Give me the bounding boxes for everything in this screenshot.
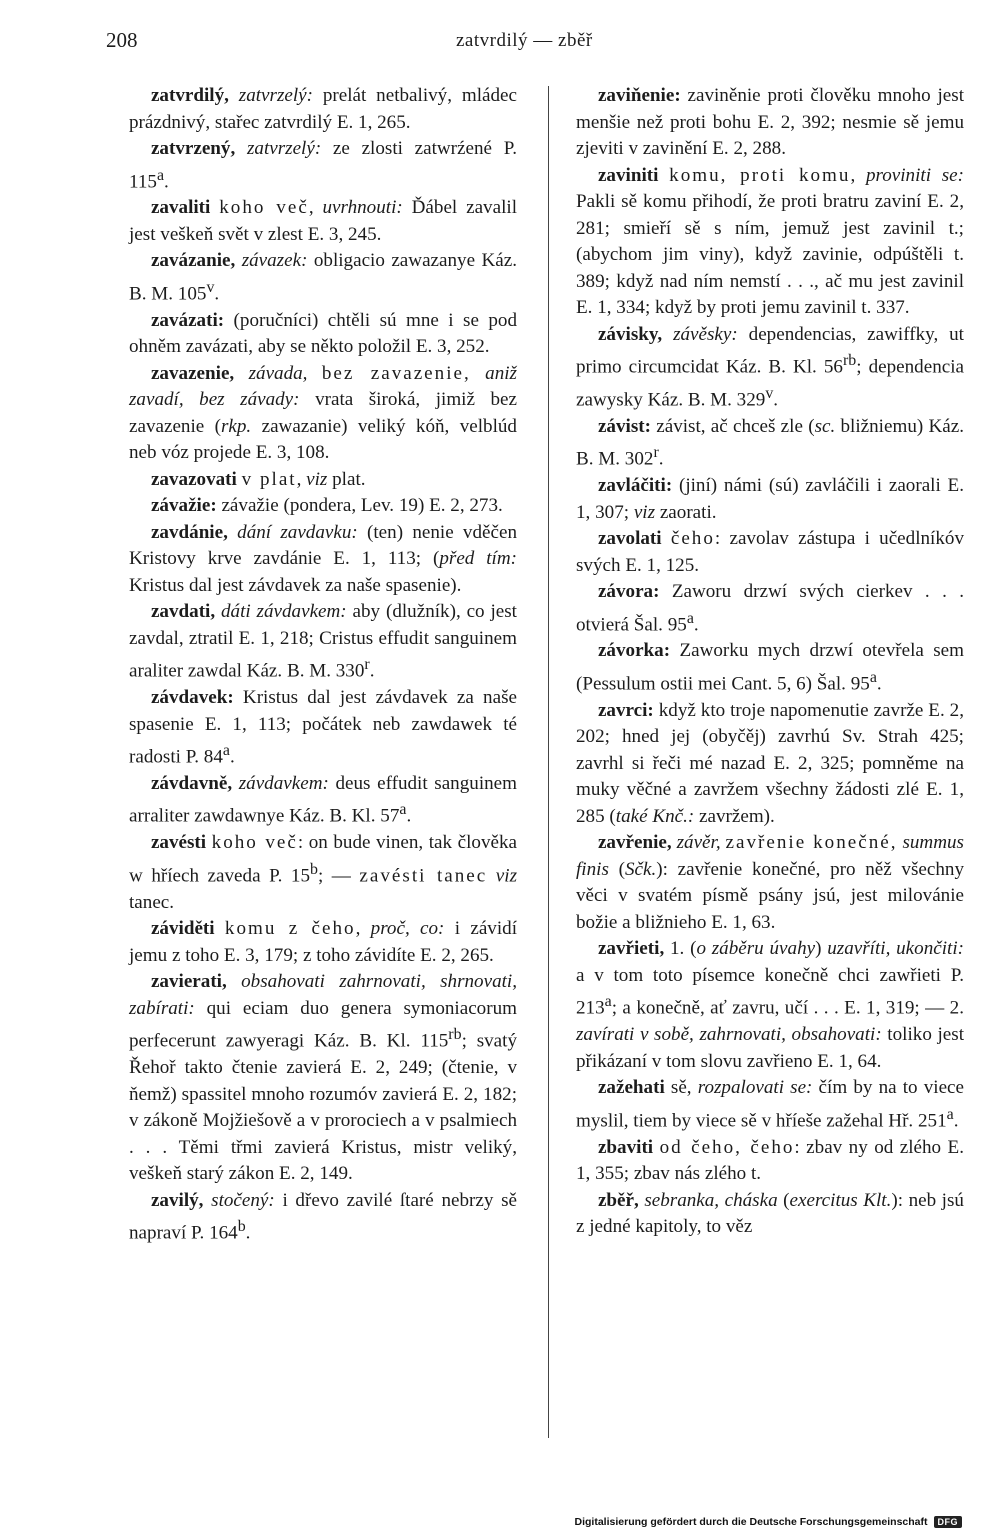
dictionary-entry: zažehati sě, rozpalovati se: čím by na to viece myslil, tiem by viece sě v hříeše zažehal Hř. 251$^a$. bbox=[576, 1077, 964, 1132]
dictionary-entry: zavazenie, závada, bez zavazenie, aniž zavadí, bez závady: vrata široká, jimiž bez zavazenie (rkp. zawazanie) veliký kóň, velblúd neb vóz projede E. 3, 108. bbox=[129, 362, 517, 464]
digitization-credit bbox=[575, 1516, 962, 1528]
dictionary-entry: zavázanie, závazek: obligacio zawazanye Káz. B. M. 105$^v$. bbox=[129, 250, 517, 305]
dictionary-entry: závdavně, závdavkem: deus effudit sanguinem arraliter zawdawnye Káz. B. Kl. 57$^a$. bbox=[129, 772, 517, 827]
dictionary-entry: zavilý, stočený: i dřevo zavilé ſtaré nebrzy sě napraví P. 164$^b$. bbox=[129, 1189, 517, 1244]
dictionary-entry: zavláčiti: (jiní) námi (sú) zavláčili i zaorali E. 1, 307; viz zaorati. bbox=[576, 475, 964, 523]
running-head: zatvrdilý — zběř bbox=[456, 30, 593, 51]
dictionary-entry: závist: závist, ač chceš zle (sc. bližniemu) Káz. B. M. 302$^r$. bbox=[576, 415, 964, 470]
column-divider bbox=[548, 86, 549, 1438]
dictionary-entry: zatvrdilý, zatvrzelý: prelát netbalivý, mládec prázdnivý, stařec zatvrdilý E. 1, 265. bbox=[129, 85, 517, 133]
right-column bbox=[576, 83, 964, 1241]
dictionary-entry: zavdati, dáti závdavkem: aby (dlužník), co jest zavdal, ztratil E. 1, 218; Cristus effudit sanguinem araliter zawdal Káz. B. M. 330$^r$. bbox=[129, 601, 517, 682]
page-number: 208 bbox=[106, 28, 138, 52]
dictionary-entry: zaviňenie: zaviněnie proti člověku mnoho jest menšie než proti bohu E. 2, 392; nesmie sě jemu zjeviti v zavinění E. 2, 288. bbox=[576, 85, 964, 159]
dictionary-entry: zbaviti od čeho, čeho: zbav ny od zlého E. 1, 355; zbav nás zlého t. bbox=[576, 1136, 964, 1185]
dictionary-entry: závorka: Zaworku mych drzwí otevřela sem (Pessulum ostii mei Cant. 5, 6) Šal. 95$^a$. bbox=[576, 640, 964, 695]
dictionary-entry: zavřieti, 1. (o záběru úvahy) uzavříti, ukončiti: a v tom toto písemce konečně chci zawřieti P. 213$^a$; a konečně, ať zavru, učí . . . E. 1, 319; — 2. zavírati v sobě, zahrnovati, obsahovati: toliko jest přikázaní v tom slovu zavřieno E. 1, 64. bbox=[576, 938, 964, 1072]
credit-text: Digitalisierung gefördert durch die Deutsche Forschungsgemeinschaft bbox=[574, 1516, 928, 1528]
dictionary-entry: zběř, sebranka, cháska (exercitus Klt.): neb jsú z jedné kapitoly, to věz bbox=[576, 1189, 964, 1238]
dfg-logo: DFG bbox=[934, 1516, 963, 1528]
dictionary-entry: zaviniti komu, proti komu, proviniti se: Pakli sě komu přihodí, že proti bratru zaviní E. 2, 281; smieří sě s ním, jemuž jest zavinil t.; (abychom jim viny), když zavinie, odpúštěli t. 389; když nad ním nemstí . . ., ač mu jest zavinil E. 1, 334; když by proti jemu zavinil t. 337. bbox=[576, 164, 965, 318]
left-column bbox=[129, 83, 517, 1247]
dictionary-entry: zavaliti koho več, uvrhnouti: Ďábel zavalil jest veškeň svět v zlest E. 3, 245. bbox=[129, 197, 517, 245]
dictionary-entry: zavřenie, závěr, zavřenie konečné, summus finis (Sčk.): zavřenie konečné, pro něž všechny věci v svatém písmě psány jsú, jest milovánie božie a bližnieho E. 1, 63. bbox=[576, 832, 964, 933]
dictionary-entry: zatvrzený, zatvrzelý: ze zlosti zatwrźené P. 115$^a$. bbox=[129, 138, 517, 192]
dictionary-entry: zavázati: (poručníci) chtěli sú mne i se pod ohněm zavázati, aby se někto položil E. 3, 252. bbox=[129, 309, 517, 358]
dictionary-entry: záviděti komu z čeho, proč, co: i závidí jemu z toho E. 3, 179; z toho závidíte E. 2, 265. bbox=[129, 918, 518, 966]
dictionary-entry: závažie: závažie (pondera, Lev. 19) E. 2, 273. bbox=[150, 495, 503, 517]
dictionary-entry: zavolati čeho: zavolav zástupa i učedlníkóv svých E. 1, 125. bbox=[576, 528, 964, 576]
dictionary-entry: zavierati, obsahovati zahrnovati, shrnovati, zabírati: qui eciam duo genera symoniacorum perfecerunt zawyeragi Káz. B. Kl. $115^{rb}$; svatý Řehoř takto čtenie zavierá E. 2, 249; (čtenie, v ňemž) spassitel mnoho rozumóv zavierá E. 2, 182; v zákoně Mojžiešově a v prorociech a v psalmiech . . . Těmi třmi zavierá Kristus, mistr veliký, veškeň starý zákon E. 2, 149. bbox=[129, 971, 517, 1185]
dictionary-entry: zavésti koho več: on bude vinen, tak člověka w hříech zaveda P. 15$^b$; — zavésti tanec viz tanec. bbox=[129, 832, 518, 913]
dictionary-entry: závisky, závěsky: dependencias, zawiffky, ut primo circumcidat Káz. B. Kl. $56^{rb}$; dependencia zawysky Káz. B. M. 329$^v$. bbox=[576, 323, 965, 411]
dictionary-entry: závora: Zaworu drzwí svých cierkev . . . otvierá Šal. 95$^a$. bbox=[576, 581, 964, 635]
dictionary-entry: zavdánie, dání zavdavku: (ten) nenie vděčen Kristovy krve zavdánie E. 1, 113; (před tím: Kristus dal jest závdavek za naše spasenie). bbox=[129, 521, 517, 596]
dictionary-entry: zavrci: když kto troje napomenutie zavrže E. 2, 202; hned jej (obyčěj) zavrhú Sv. Strah 425; zavrhl si řeči mé nazad E. 2, 325; pomněme na muky věčné a zavržem všechny žádosti zlé E. 1, 285 (také Knč.: zavržem). bbox=[576, 699, 964, 827]
dictionary-entry: závdavek: Kristus dal jest závdavek za naše spasenie E. 1, 113; počátek neb zawdawek té radosti P. 84$^a$. bbox=[129, 687, 517, 768]
dictionary-entry: zavazovati v plat, viz plat. bbox=[150, 468, 366, 490]
